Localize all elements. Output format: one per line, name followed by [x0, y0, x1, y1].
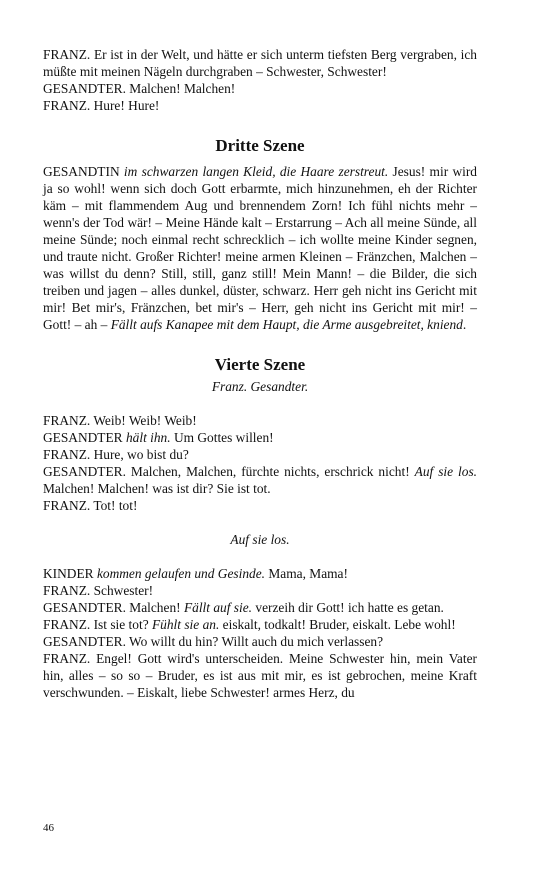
- scene-title: Vierte Szene: [214, 355, 306, 374]
- speech-line: [43, 429, 477, 446]
- page-text: [43, 46, 477, 701]
- speech-text: Um Gottes willen!: [170, 430, 274, 445]
- speech-line: [43, 582, 477, 599]
- speaker-text: GESANDTER: [43, 430, 126, 445]
- speaker-text: KINDER: [43, 566, 97, 581]
- speech-text: FRANZ. Hure! Hure!: [43, 98, 160, 113]
- speech-line: [43, 80, 477, 97]
- speech-text: FRANZ. Schwester!: [43, 583, 154, 598]
- speech-text: .: [462, 317, 467, 332]
- stage-direction: hält ihn.: [125, 430, 171, 445]
- speech-line: [43, 565, 477, 582]
- speech-text: Mama, Mama!: [265, 566, 348, 581]
- speech-text: GESANDTER. Malchen! Malchen!: [43, 81, 236, 96]
- speech-line: [43, 497, 477, 514]
- speech-line: [43, 446, 477, 463]
- speaker-text: GESANDTER. Malchen!: [43, 600, 184, 615]
- speaker-text: FRANZ. Ist sie tot?: [43, 617, 152, 632]
- speech-line: [43, 633, 477, 650]
- speech-text: eiskalt, todkalt! Bruder, eiskalt. Lebe wohl!: [219, 617, 456, 632]
- stage-direction: Fällt aufs Kanapee mit dem Haupt, die Arme ausgebreitet, kniend: [110, 317, 463, 332]
- page-number: 46: [43, 822, 54, 834]
- speech-line: [43, 97, 477, 114]
- speech-line: [43, 412, 477, 429]
- stage-direction: Auf sie los.: [414, 464, 478, 479]
- speaker-text: GESANDTIN: [43, 164, 124, 179]
- scene-title: Dritte Szene: [215, 136, 305, 155]
- speech-line: [43, 599, 477, 616]
- speech-line: [43, 163, 477, 333]
- speech-text: Jesus! mir wird ja so wohl! wenn sich doch Gott erbarmte, mich hinzunehmen, eh der Richter käm – mit flammendem Aug und brennendem Zorn! Ich fühl nichts mehr – wenn's der Tod wär! – Meine Hände kalt – Erstarrung – Ach all meine Sünde, all meine Sünde; noch einmal recht schrecklich – ich wollte meine Kinder segnen, und traute nicht. Großer Richter! meine armen Kleinen – Fränzchen, Malchen – was willst du denn? Still, still, ganz still! Mein Mann! – die Bilder, die sich treiben und jagen – alles dunkel, düster, schwarz. Herr geh nicht ins Gericht mit mir! Bet mir's, Fränzchen, bet mir's – Herr, geh nicht ins Gericht mit mir! – Gott! – ah –: [43, 164, 477, 332]
- speech-text: GESANDTER. Wo willt du hin? Willt auch du mich verlassen?: [43, 634, 384, 649]
- speech-line: [43, 616, 477, 633]
- speech-line: [43, 46, 477, 80]
- speech-text: FRANZ. Er ist in der Welt, und hätte er sich unterm tiefsten Berg vergraben, ich müßte mit meinen Nägeln durchgraben – Schwester, Schwester!: [43, 47, 477, 79]
- stage-direction: Fühlt sie an.: [151, 617, 220, 632]
- stage-direction: im schwarzen langen Kleid, die Haare zerstreut.: [123, 164, 389, 179]
- speech-text: GESANDTER. Malchen, Malchen, fürchte nichts, erschrick nicht!: [43, 464, 415, 479]
- stage-direction: Fällt auf sie.: [183, 600, 253, 615]
- speech-line: [43, 463, 477, 497]
- speech-text: verzeih dir Gott! ich hatte es getan.: [252, 600, 444, 615]
- cast-list: Franz. Gesandter.: [211, 379, 309, 394]
- speech-text: FRANZ. Tot! tot!: [43, 498, 138, 513]
- stage-direction: Auf sie los.: [230, 532, 290, 547]
- speech-text: FRANZ. Weib! Weib! Weib!: [43, 413, 197, 428]
- speech-text: FRANZ. Engel! Gott wird's unterscheiden. Meine Schwester hin, mein Vater hin, alles – so so – Bruder, es ist aus mit mir, es ist gebrochen, meine Kraft verschwunden. – Eiskalt, liebe Schwester! armes Herz, du: [43, 651, 477, 700]
- speech-text: Malchen! Malchen! was ist dir? Sie ist tot.: [43, 481, 271, 496]
- speech-text: FRANZ. Hure, wo bist du?: [43, 447, 189, 462]
- speech-line: [43, 650, 477, 701]
- stage-direction: kommen gelaufen und Gesinde.: [96, 566, 266, 581]
